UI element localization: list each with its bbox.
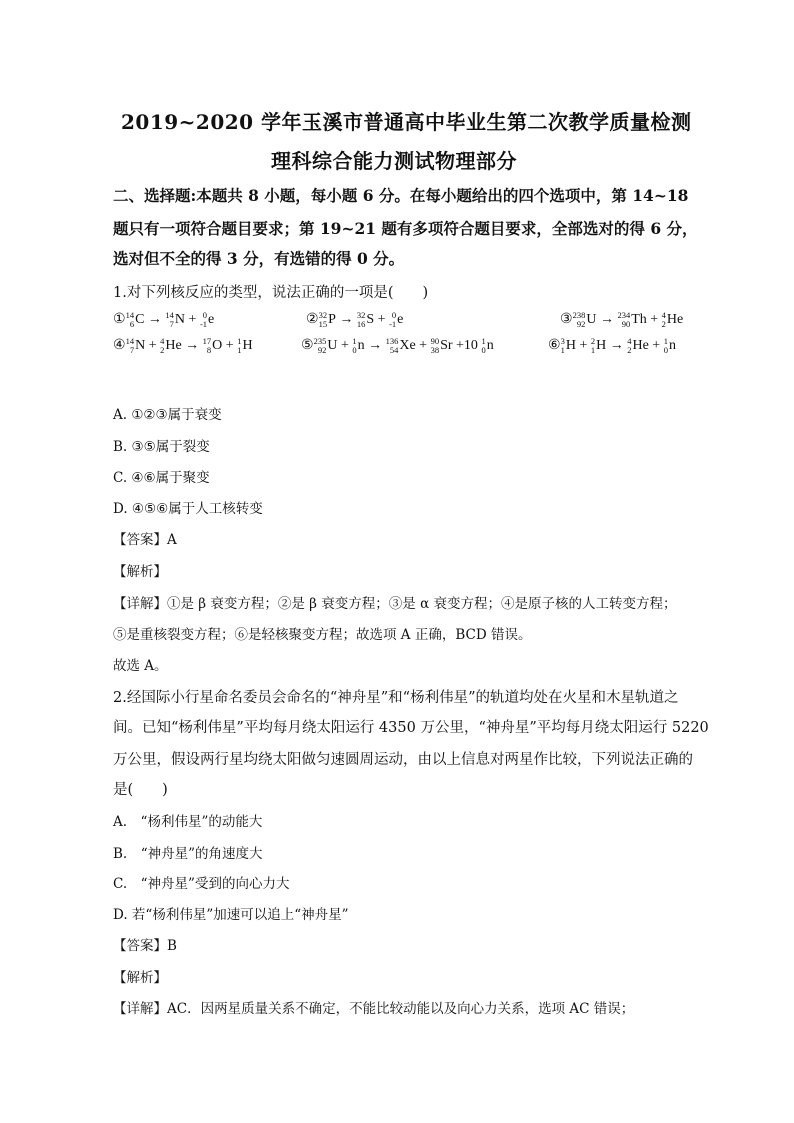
question-2-stem-line3: 万公里，假设两行星均绕太阳做匀速圆周运动，由以上信息对两星作比较，下列说法正确的 xyxy=(113,752,693,768)
question-1-option-a: A. ①②③属于衰变 xyxy=(113,407,222,423)
equation-operator: → xyxy=(181,338,203,354)
equation-operator: → xyxy=(144,312,166,328)
nuclide: 4 2 He xyxy=(661,310,684,329)
equation-6 xyxy=(548,337,676,355)
question-1-answer: 【答案】A xyxy=(113,532,177,548)
equation-operator: +10 xyxy=(452,338,482,354)
question-1-option-d: D. ④⑤⑥属于人工核转变 xyxy=(113,501,263,517)
equation-2 xyxy=(306,311,403,329)
nuclide: 235 92 U xyxy=(313,336,338,355)
equation-operator: + xyxy=(648,338,664,354)
nuclide: 3 1 H xyxy=(560,336,576,355)
equation-1 xyxy=(113,311,214,329)
nuclide: 17 8 O xyxy=(202,336,223,355)
equation-operator: + xyxy=(185,312,200,328)
nuclide: 2 1 H xyxy=(590,336,607,355)
nuclide: 32 15 P xyxy=(318,310,336,329)
nuclide: 136 54 Xe xyxy=(385,336,416,355)
nuclide: 1 0 n xyxy=(481,336,494,355)
nuclide: 4 2 He xyxy=(627,336,649,355)
nuclide: 14 6 C xyxy=(125,310,145,329)
equation-operator: → xyxy=(606,338,628,354)
question-2-analysis-label: 【解析】 xyxy=(113,970,167,986)
question-2-option-b: B. “神舟星”的角速度大 xyxy=(113,846,263,862)
nuclide: 1 0 n xyxy=(663,336,676,355)
question-2-answer: 【答案】B xyxy=(113,938,177,954)
section-instructions-line1: 二、选择题:本题共 8 小题，每小题 6 分。在每小题给出的四个选项中，第 14~18 xyxy=(113,186,689,205)
equation-3 xyxy=(560,311,683,329)
equation-operator: + xyxy=(575,338,591,354)
equation-operator: + xyxy=(337,338,353,354)
question-1-analysis-label: 【解析】 xyxy=(113,564,167,580)
nuclide: 238 92 U xyxy=(572,310,597,329)
equation-label: ⑤ xyxy=(301,338,314,354)
equation-4 xyxy=(113,337,253,355)
section-instructions-line2: 题只有一项符合题目要求；第 19~21 题有多项符合题目要求，全部选对的得 6 分， xyxy=(113,219,698,238)
nuclide: 1 0 n xyxy=(352,336,365,355)
equation-operator: → xyxy=(335,312,357,328)
question-2-stem-line4: 是( ) xyxy=(113,782,168,798)
equation-label: ③ xyxy=(560,312,573,328)
equation-label: ① xyxy=(113,312,126,328)
question-1-conclusion: 故选 A。 xyxy=(113,658,168,674)
nuclide: 1 1 H xyxy=(237,336,253,355)
equation-label: ④ xyxy=(113,338,126,354)
question-2-stem-line1: 2.经国际小行星命名委员会命名的“神舟星”和“杨利伟星”的轨道均处在火星和木星轨道之 xyxy=(113,690,679,706)
nuclide: 14 7 N xyxy=(165,310,186,329)
nuclide: 0 -1 e xyxy=(389,310,404,329)
nuclide: 32 16 S xyxy=(356,310,375,329)
document-subtitle: 理科综合能力测试物理部分 xyxy=(271,149,517,173)
equation-operator: + xyxy=(374,312,390,328)
equation-operator: + xyxy=(415,338,431,354)
question-1-stem: 1.对下列核反应的类型，说法正确的一项是( ) xyxy=(113,285,429,301)
equation-5 xyxy=(301,337,494,355)
question-1-option-b: B. ③⑤属于裂变 xyxy=(113,439,210,455)
question-2-option-c: C. “神舟星”受到的向心力大 xyxy=(113,876,290,892)
nuclide: 234 90 Th xyxy=(617,310,647,329)
equation-operator: + xyxy=(646,312,662,328)
equation-label: ② xyxy=(306,312,319,328)
nuclide: 90 38 Sr xyxy=(430,336,453,355)
equation-operator: + xyxy=(222,338,238,354)
equation-operator: → xyxy=(596,312,618,328)
equation-operator: + xyxy=(145,338,161,354)
question-1-option-c: C. ④⑥属于聚变 xyxy=(113,470,210,486)
question-1-detail-line2: ⑤是重核裂变方程；⑥是轻核聚变方程；故选项 A 正确，BCD 错误。 xyxy=(113,627,532,643)
equation-label: ⑥ xyxy=(548,338,561,354)
question-2-stem-line2: 间。已知“杨利伟星”平均每月绕太阳运行 4350 万公里，“神舟星”平均每月绕太阳运行 5220 xyxy=(113,720,709,736)
document-title: 2019~2020 学年玉溪市普通高中毕业生第二次教学质量检测 xyxy=(121,110,692,134)
section-instructions-line3: 选对但不全的得 3 分，有选错的得 0 分。 xyxy=(113,249,405,268)
nuclide: 0 -1 e xyxy=(199,310,215,329)
question-2-option-d: D. 若“杨利伟星”加速可以追上“神舟星” xyxy=(113,907,349,923)
nuclide: 4 2 He xyxy=(160,336,182,355)
question-2-option-a: A. “杨利伟星”的动能大 xyxy=(113,814,263,830)
nuclide: 14 7 N xyxy=(125,336,146,355)
equation-operator: → xyxy=(364,338,386,354)
question-2-detail-line1: 【详解】AC．因两星质量关系不确定，不能比较动能以及向心力关系，选项 AC 错误； xyxy=(113,1001,635,1017)
question-1-detail-line1: 【详解】①是 β 衰变方程；②是 β 衰变方程；③是 α 衰变方程；④是原子核的人工转变方程； xyxy=(113,596,677,612)
